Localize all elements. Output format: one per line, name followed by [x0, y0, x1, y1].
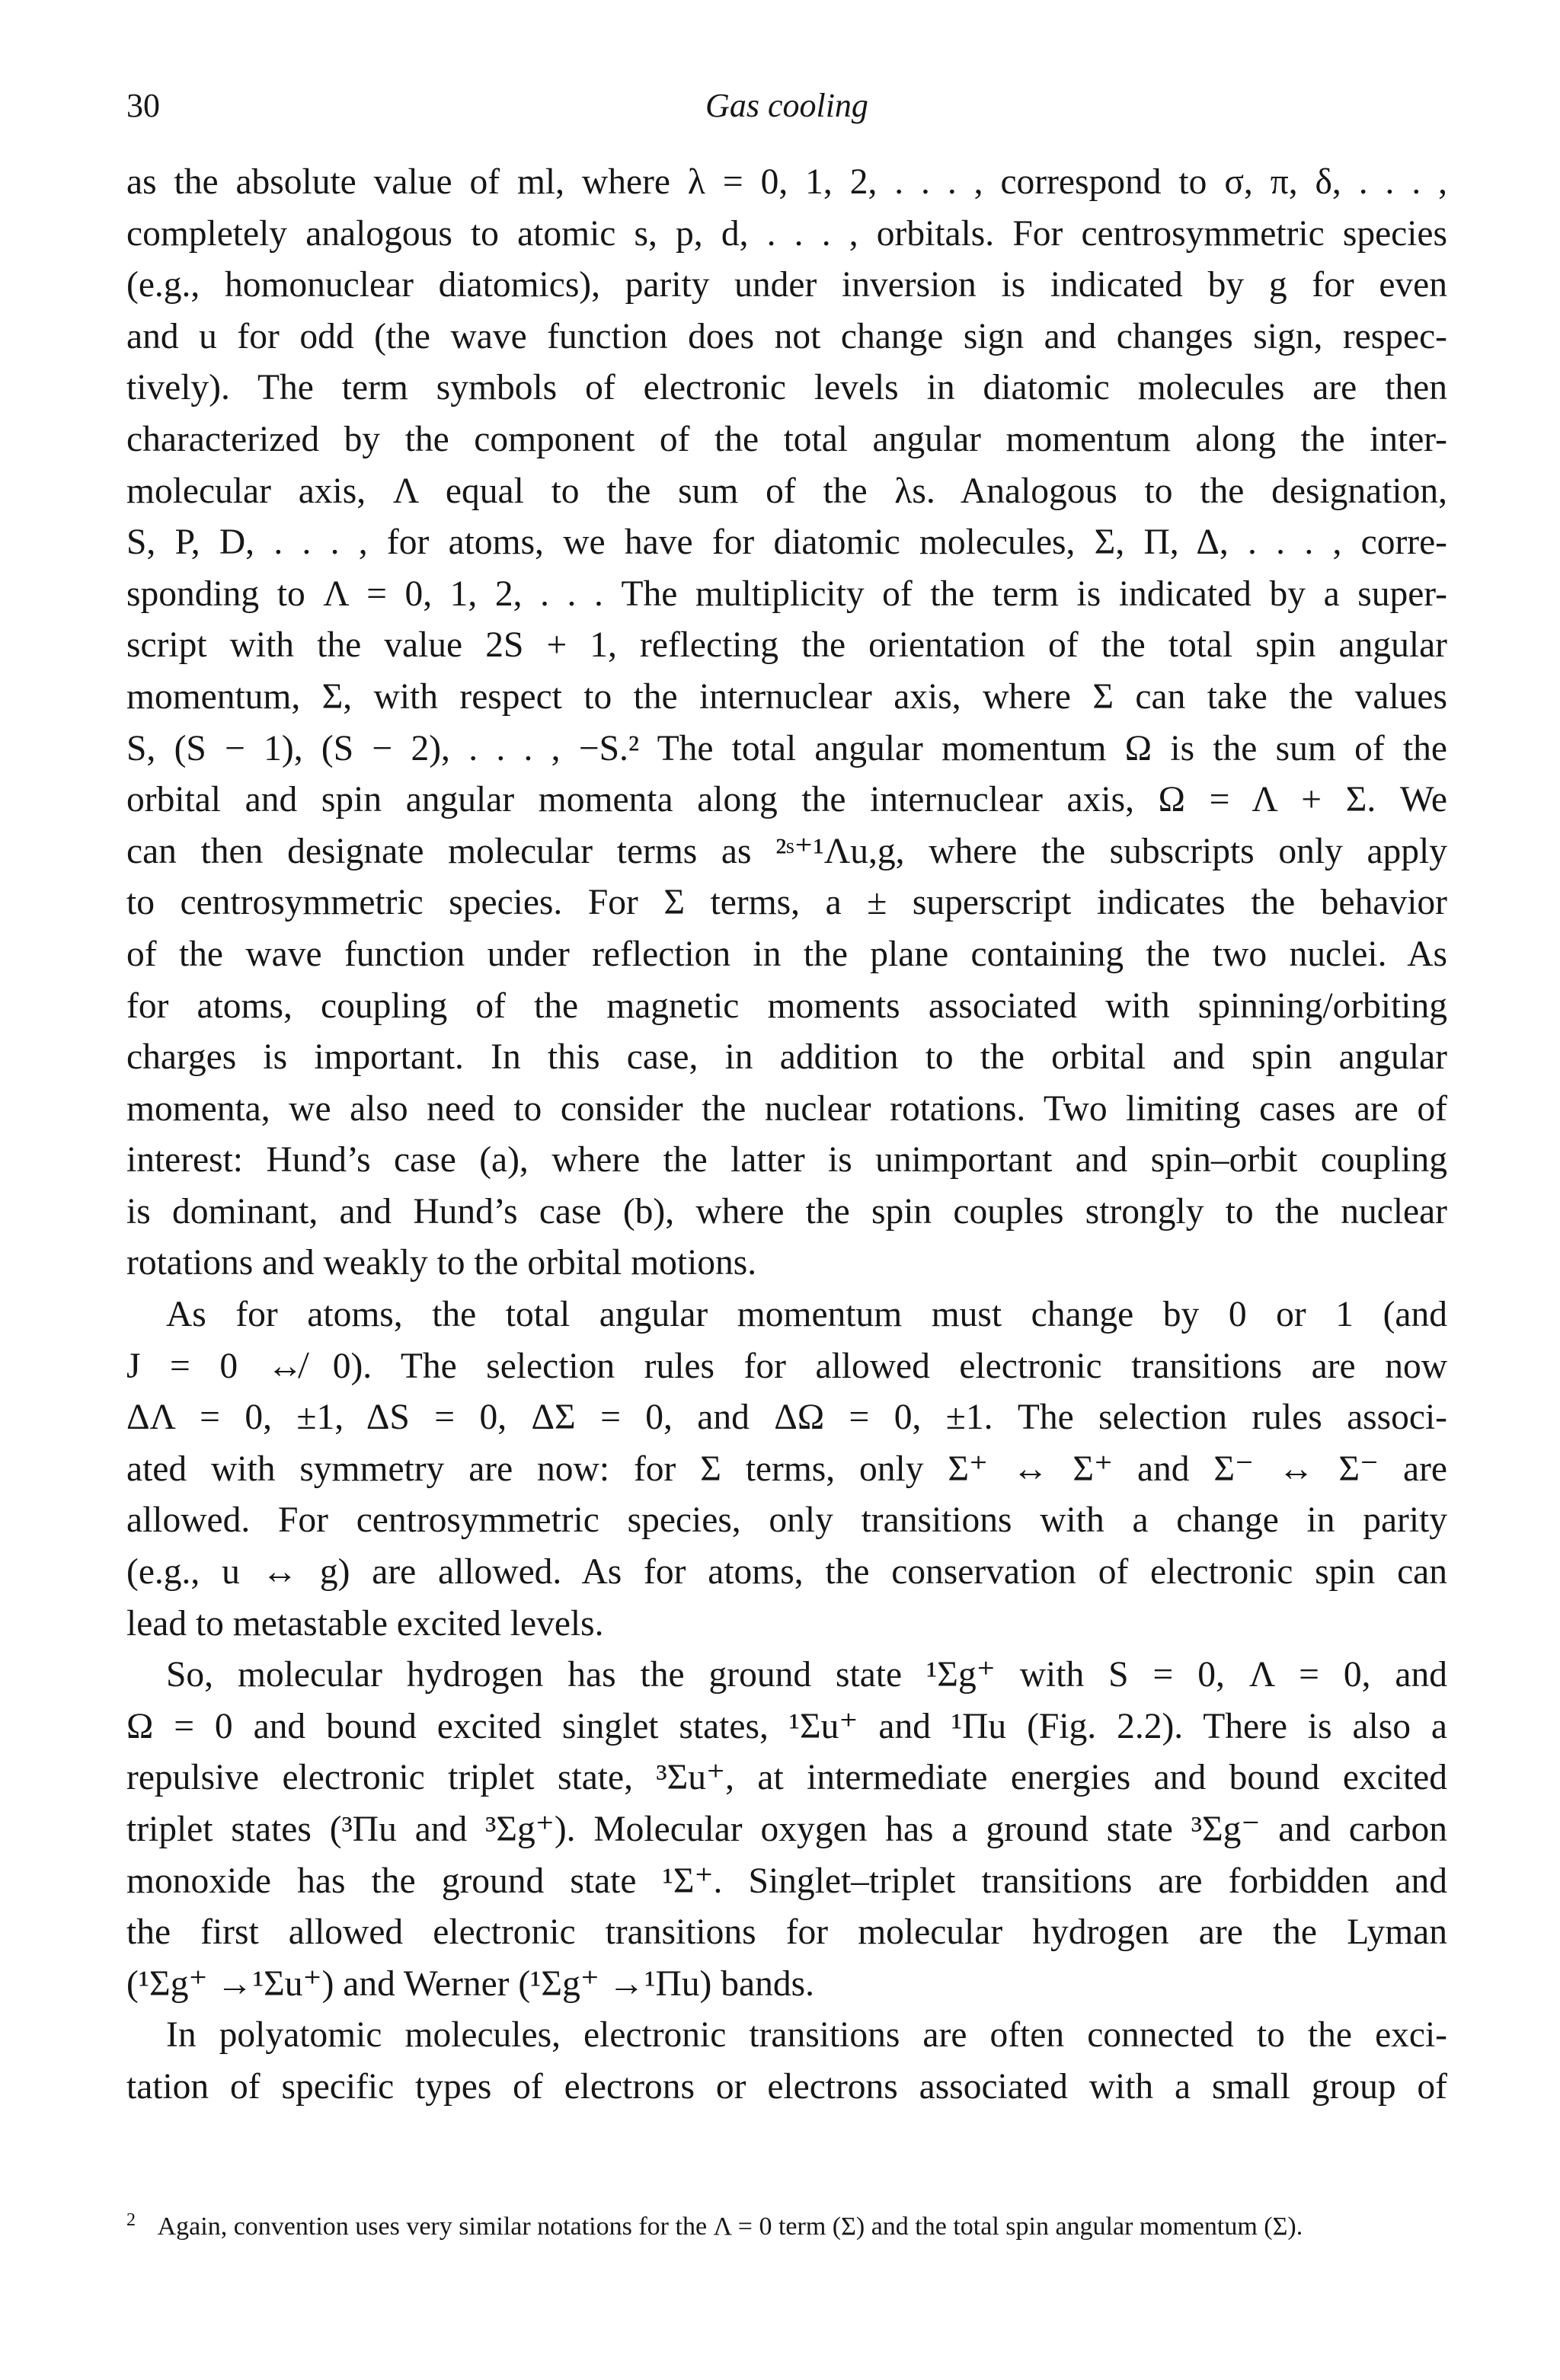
text-line: the first allowed electronic transitions for molecular hydrogen are the Lyman [126, 1912, 1447, 1953]
text-line: molecular axis, Λ equal to the sum of the λs. Analogous to the designation, [126, 471, 1447, 511]
text-line: Ω = 0 and bound excited singlet states, ¹Σu⁺ and ¹Πu (Fig. 2.2). There is also a [126, 1706, 1447, 1746]
text-line: tively). The term symbols of electronic levels in diatomic molecules are then [126, 368, 1447, 408]
text-line: is dominant, and Hund’s case (b), where the spin couples strongly to the nuclear [126, 1191, 1447, 1232]
text-line: completely analogous to atomic s, p, d, . . . , orbitals. For centrosymmetric species [126, 213, 1447, 254]
text-line: script with the value 2S + 1, reflecting the orientation of the total spin angular [126, 625, 1447, 666]
footnote-marker: 2 [126, 2210, 136, 2230]
text-line: as the absolute value of ml, where λ = 0, 1, 2, . . . , correspond to σ, π, δ, . . . , [126, 162, 1447, 202]
text-line: orbital and spin angular momenta along the internuclear axis, Ω = Λ + Σ. We [126, 780, 1447, 820]
text-line: and u for odd (the wave function does not change sign and changes sign, respec- [126, 316, 1447, 356]
text-line: S, (S − 1), (S − 2), . . . , −S.² The total angular momentum Ω is the sum of the [126, 728, 1447, 768]
text-line: momentum, Σ, with respect to the internuclear axis, where Σ can take the values [126, 676, 1447, 717]
text-line: ΔΛ = 0, ±1, ΔS = 0, ΔΣ = 0, and ΔΩ = 0, ±1. The selection rules associ- [126, 1398, 1447, 1438]
footnote [126, 2201, 1447, 2246]
text-line: lead to metastable excited levels. [126, 1603, 604, 1644]
text-line: characterized by the component of the total angular momentum along the inter- [126, 419, 1447, 459]
text-line: In polyatomic molecules, electronic transitions are often connected to the exci- [166, 2015, 1447, 2056]
text-line: (e.g., homonuclear diatomics), parity under inversion is indicated by g for even [126, 265, 1447, 305]
text-line: can then designate molecular terms as ²ˢ⁺¹Λu,g, where the subscripts only apply [126, 831, 1447, 871]
text-line: S, P, D, . . . , for atoms, we have for diatomic molecules, Σ, Π, Δ, . . . , corre- [126, 522, 1447, 563]
page-number: 30 [126, 87, 160, 124]
text-line: of the wave function under reflection in the plane containing the two nuclei. As [126, 934, 1447, 974]
text-line: rotations and weakly to the orbital motions. [126, 1243, 757, 1283]
text-line: ated with symmetry are now: for Σ terms, only Σ⁺ ↔ Σ⁺ and Σ⁻ ↔ Σ⁻ are [126, 1449, 1447, 1489]
text-line: tation of specific types of electrons or electrons associated with a small group of [126, 2066, 1447, 2107]
text-line: to centrosymmetric species. For Σ terms, a ± superscript indicates the behavior [126, 883, 1447, 923]
text-line: charges is important. In this case, in addition to the orbital and spin angular [126, 1037, 1447, 1078]
text-line: repulsive electronic triplet state, ³Σu⁺, at intermediate energies and bound excited [126, 1758, 1447, 1798]
text-line: triplet states (³Πu and ³Σg⁺). Molecular oxygen has a ground state ³Σg⁻ and carbon [126, 1810, 1447, 1849]
text-line: (¹Σg⁺ →¹Σu⁺) and Werner (¹Σg⁺ →¹Πu) bands. [126, 1963, 814, 2004]
text-line: monoxide has the ground state ¹Σ⁺. Singlet–triplet transitions are forbidden and [126, 1861, 1447, 1901]
text-line: allowed. For centrosymmetric species, only transitions with a change in parity [126, 1500, 1447, 1541]
text-line: for atoms, coupling of the magnetic moments associated with spinning/orbiting [126, 986, 1447, 1026]
text-line: (e.g., u ↔ g) are allowed. As for atoms, the conservation of electronic spin can [126, 1552, 1447, 1593]
text-line: As for atoms, the total angular momentum must change by 0 or 1 (and [166, 1295, 1447, 1335]
running-head [126, 79, 1447, 133]
text-line: interest: Hund’s case (a), where the latter is unimportant and spin–orbit coupling [126, 1140, 1447, 1180]
text-line: So, molecular hydrogen has the ground state ¹Σg⁺ with S = 0, Λ = 0, and [166, 1655, 1447, 1695]
text-line: sponding to Λ = 0, 1, 2, . . . The multiplicity of the term is indicated by a super- [126, 573, 1447, 614]
chapter-title: Gas cooling [705, 87, 868, 124]
body-text [126, 157, 1447, 2113]
footnote-text: Again, convention uses very similar notations for the Λ = 0 term (Σ) and the total spin angular momentum (Σ). [157, 2212, 1303, 2241]
text-line: momenta, we also need to consider the nuclear rotations. Two limiting cases are of [126, 1088, 1447, 1129]
text-line: J = 0 ↮ 0). The selection rules for allowed electronic transitions are now [126, 1346, 1447, 1386]
